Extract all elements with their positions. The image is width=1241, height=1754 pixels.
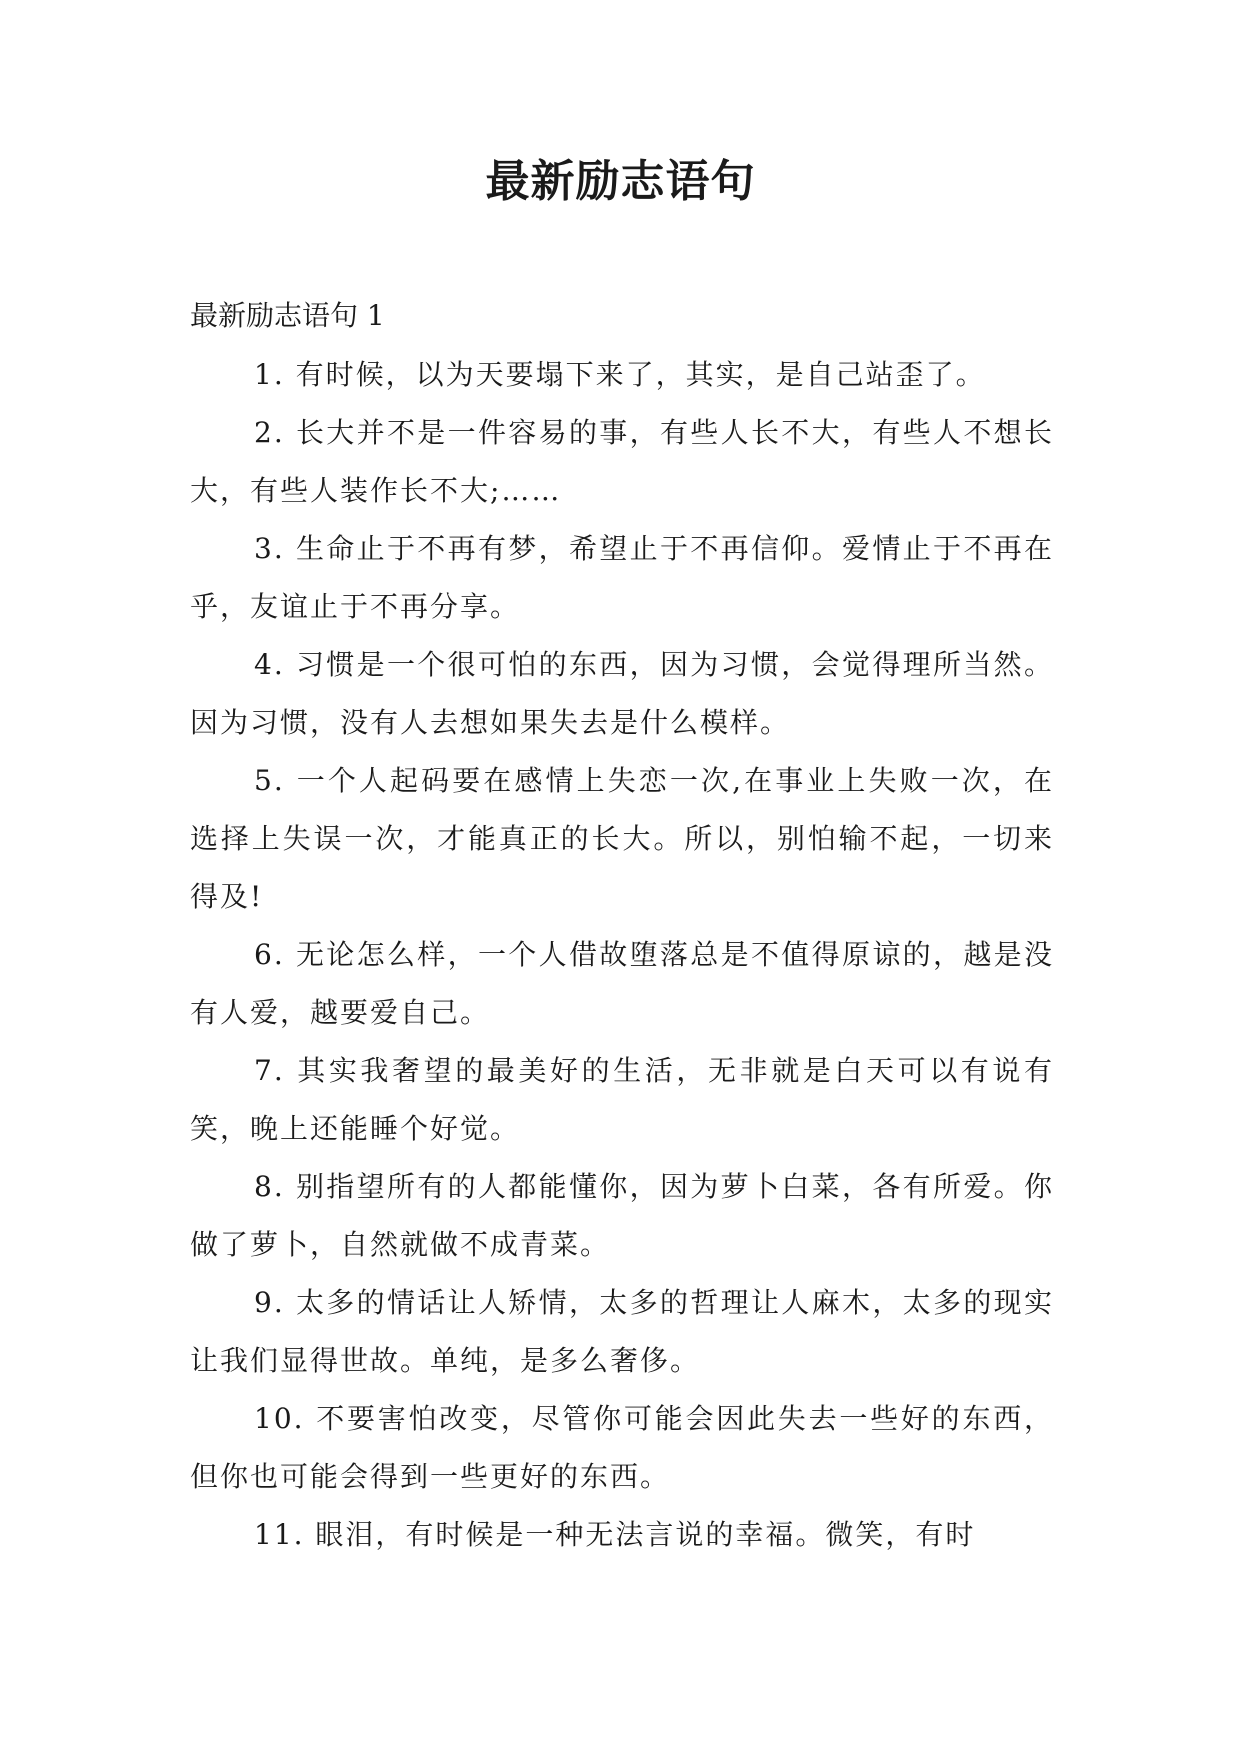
paragraph-6: 6. 无论怎么样，一个人借故堕落总是不值得原谅的，越是没有人爱，越要爱自己。 (190, 938, 1054, 1029)
paragraph-1: 1. 有时候，以为天要塌下来了，其实，是自己站歪了。 (254, 358, 986, 391)
paragraph-11: 11. 眼泪，有时候是一种无法言说的幸福。微笑，有时 (254, 1518, 976, 1551)
document-title: 最新励志语句 (485, 156, 756, 207)
document-body (190, 288, 1054, 1564)
paragraph-10: 10. 不要害怕改变，尽管你可能会因此失去一些好的东西，但你也可能会得到一些更好的东西。 (190, 1402, 1054, 1493)
paragraph-9: 9. 太多的情话让人矫情，太多的哲理让人麻木，太多的现实让我们显得世故。单纯，是多么奢侈。 (190, 1286, 1054, 1377)
paragraph-4: 4. 习惯是一个很可怕的东西，因为习惯，会觉得理所当然。因为习惯，没有人去想如果失去是什么模样。 (190, 648, 1054, 739)
paragraph-2: 2. 长大并不是一件容易的事，有些人长不大，有些人不想长大，有些人装作长不大;…… (190, 416, 1054, 507)
paragraph-8: 8. 别指望所有的人都能懂你，因为萝卜白菜，各有所爱。你做了萝卜，自然就做不成青菜。 (190, 1170, 1054, 1261)
paragraph-5: 5. 一个人起码要在感情上失恋一次,在事业上失败一次，在选择上失误一次，才能真正的长大。所以，别怕输不起，一切来得及! (190, 764, 1054, 913)
paragraph-7: 7. 其实我奢望的最美好的生活，无非就是白天可以有说有笑，晚上还能睡个好觉。 (190, 1054, 1054, 1145)
paragraph-3: 3. 生命止于不再有梦，希望止于不再信仰。爱情止于不再在乎，友谊止于不再分享。 (190, 532, 1054, 623)
section-heading: 最新励志语句 1 (190, 299, 385, 332)
